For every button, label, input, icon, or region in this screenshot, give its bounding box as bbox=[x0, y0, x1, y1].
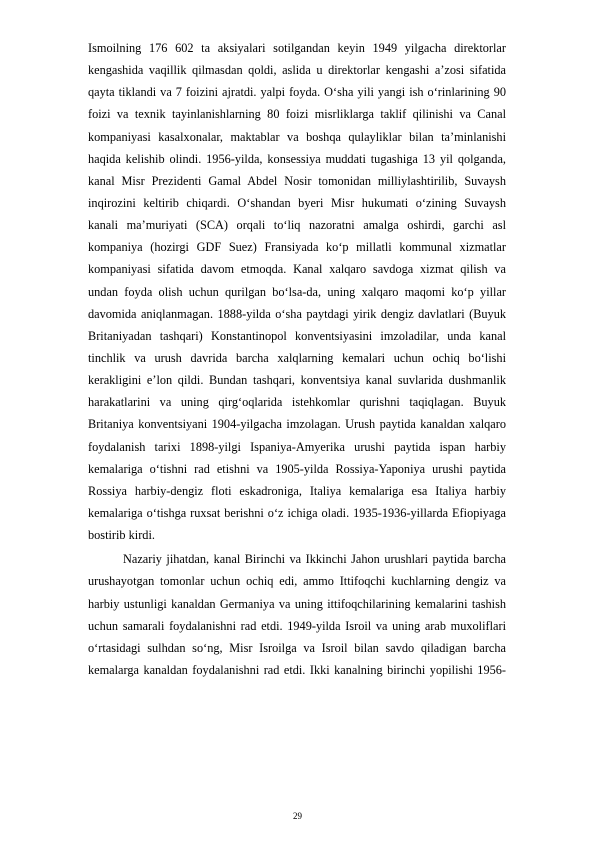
page-number: 29 bbox=[293, 811, 302, 821]
text-line: uchun samarali foydalanishni rad etdi. 1949-yilda Isroil va uning arab muxoliflari bbox=[88, 618, 506, 633]
text-line: foydalanish tarixi 1898-yilgi Ispaniya-Amyerika urushi paytida ispan harbiy bbox=[88, 439, 506, 454]
text-line: kanal Misr Prezidenti Gamal Abdel Nosir tomonidan milliylashtirilib, Suvaysh bbox=[88, 173, 506, 188]
text-line: haqida kelishib olindi. 1956-yilda, konsessiya muddati tugashiga 13 yil qolganda, bbox=[88, 151, 506, 166]
text-line: bostirib kirdi. bbox=[88, 528, 155, 543]
text-line: kerakligini e’lon qildi. Bundan tashqari, konventsiya kanal suvlarida dushmanlik bbox=[88, 373, 506, 388]
text-line: Nazariy jihatdan, kanal Birinchi va Ikkinchi Jahon urushlari paytida barcha bbox=[123, 552, 506, 567]
paragraph-2 bbox=[88, 548, 506, 681]
text-line: Britaniyadan tashqari) Konstantinopol konventsiyasini imzoladilar, unda kanal bbox=[88, 328, 506, 343]
text-line: Britaniya konventsiyani 1904-yilgacha imzolagan. Urush paytida kanaldan xalqaro bbox=[88, 417, 506, 432]
paragraph-1 bbox=[88, 37, 506, 546]
text-line: harakatlarini va uning qirg‘oqlarida istehkomlar qurishni taqiqlagan. Buyuk bbox=[88, 395, 506, 410]
text-line: kompaniya (hozirgi GDF Suez) Fransiyada ko‘p millatli kommunal xizmatlar bbox=[88, 240, 506, 255]
text-line: foizi va texnik tayinlanishlarning 80 foizi misrliklarga taklif qilinishi va Canal bbox=[88, 107, 506, 122]
text-line: tinchlik va urush davrida barcha xalqlarning kemalari uchun ochiq bo‘lishi bbox=[88, 350, 506, 365]
text-line: davomida aniqlanmagan. 1888-yilda o‘sha paytdagi yirik dengiz davlatlari (Buyuk bbox=[88, 306, 506, 321]
text-line: Ismoilning 176 602 ta aksiyalari sotilgandan keyin 1949 yilgacha direktorlar bbox=[88, 41, 506, 55]
text-line: kengashida vaqillik qilmasdan qoldi, aslida u direktorlar kengashi a’zosi sifatida bbox=[88, 63, 506, 78]
text-line: undan foyda olish uchun qurilgan bo‘lsa-da, uning xalqaro maqomi ko‘p yillar bbox=[88, 284, 506, 299]
text-line: Rossiya harbiy-dengiz floti eskadroniga, Italiya kemalariga esa Italiya harbiy bbox=[88, 483, 506, 498]
text-line: kompaniyasi kasalxonalar, maktablar va boshqa qulayliklar bilan ta’minlanishi bbox=[88, 129, 506, 144]
text-line: kompaniyasi sifatida davom etmoqda. Kanal xalqaro savdoga xizmat qilish va bbox=[88, 262, 506, 277]
text-line: qayta tiklandi va 7 foizini ajratdi. yalpi foyda. O‘sha yili yangi ish o‘rinlarining 90 bbox=[88, 85, 506, 100]
text-line: kemalariga o‘tishni rad etishni va 1905-yilda Rossiya-Yaponiya urushi paytida bbox=[88, 461, 506, 476]
text-line: kemalarga kanaldan foydalanishni rad etdi. Ikki kanalning birinchi yopilishi 1956- bbox=[88, 662, 506, 677]
document-page bbox=[88, 37, 506, 681]
text-line: inqirozini keltirib chiqardi. O‘shandan byeri Misr hukumati o‘zining Suvaysh bbox=[88, 195, 506, 210]
text-line: kemalariga o‘tishga ruxsat berishni o‘z ichiga oladi. 1935-1936-yillarda Efiopiyaga bbox=[88, 505, 506, 520]
text-line: harbiy ustunligi kanaldan Germaniya va uning ittifoqchilarining kemalarini tashish bbox=[88, 596, 506, 611]
text-line: kanali ma’muriyati (SCA) orqali to‘liq nazoratni amalga oshirdi, garchi asl bbox=[88, 218, 506, 233]
text-line: o‘rtasidagi sulhdan so‘ng, Misr Isroilga va Isroil bilan savdo qiladigan barcha bbox=[88, 640, 506, 655]
text-line: urushayotgan tomonlar uchun ochiq edi, ammo Ittifoqchi kuchlarning dengiz va bbox=[88, 574, 506, 589]
